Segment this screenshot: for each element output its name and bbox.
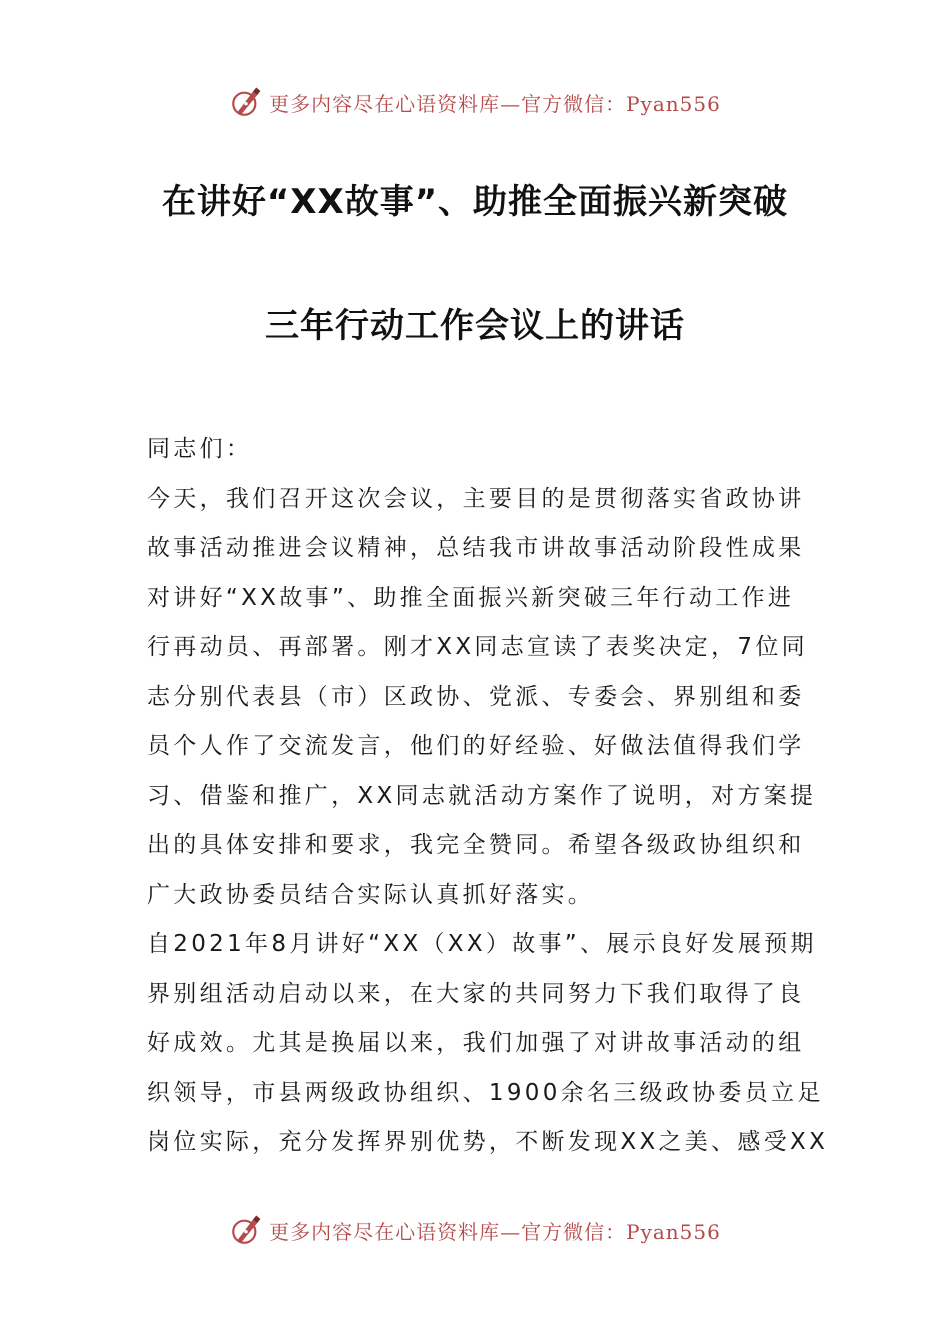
- footer-watermark: [0, 1210, 950, 1250]
- body-line: 故事活动推进会议精神，总结我市讲故事活动阶段性成果: [147, 535, 805, 561]
- body-line: 员个人作了交流发言，他们的好经验、好做法值得我们学: [147, 733, 805, 759]
- body-line: 出的具体安排和要求，我完全赞同。希望各级政协组织和: [147, 832, 805, 858]
- body-line: 对讲好“XX故事”、助推全面振兴新突破三年行动工作进: [147, 584, 795, 611]
- header-watermark-text: 更多内容尽在心语资料库—官方微信：Pyan556: [269, 91, 721, 116]
- document-body: [147, 425, 829, 1168]
- body-line: 织领导，市县两级政协组织、1900余名三级政协委员立足: [147, 1079, 824, 1106]
- body-line: 行再动员、再部署。刚才XX同志宣读了表奖决定，7位同: [147, 634, 808, 660]
- body-line: 习、借鉴和推广，XX同志就活动方案作了说明，对方案提: [147, 782, 817, 809]
- body-line: 岗位实际，充分发挥界别优势，不断发现XX之美、感受XX: [147, 1129, 829, 1155]
- body-line: 自2021年8月讲好“XX（XX）故事”、展示良好发展预期: [147, 931, 817, 957]
- pen-nib-logo-icon: [229, 85, 263, 119]
- pen-nib-logo-icon: [229, 1213, 263, 1247]
- document-title-line-2: 三年行动工作会议上的讲话: [265, 306, 685, 346]
- salutation: 同志们：: [147, 436, 253, 462]
- header-watermark: [0, 82, 950, 122]
- body-line: 好成效。尤其是换届以来，我们加强了对讲故事活动的组: [147, 1030, 805, 1056]
- footer-watermark-text: 更多内容尽在心语资料库—官方微信：Pyan556: [269, 1219, 721, 1244]
- body-line: 界别组活动启动以来，在大家的共同努力下我们取得了良: [147, 980, 805, 1007]
- body-line: 志分别代表县（市）区政协、党派、专委会、界别组和委: [147, 683, 805, 710]
- document-title-line-1: 在讲好“XX故事”、助推全面振兴新突破: [161, 182, 789, 222]
- body-line: 今天，我们召开这次会议，主要目的是贯彻落实省政协讲: [147, 485, 805, 512]
- body-line: 广大政协委员结合实际认真抓好落实。: [147, 881, 595, 908]
